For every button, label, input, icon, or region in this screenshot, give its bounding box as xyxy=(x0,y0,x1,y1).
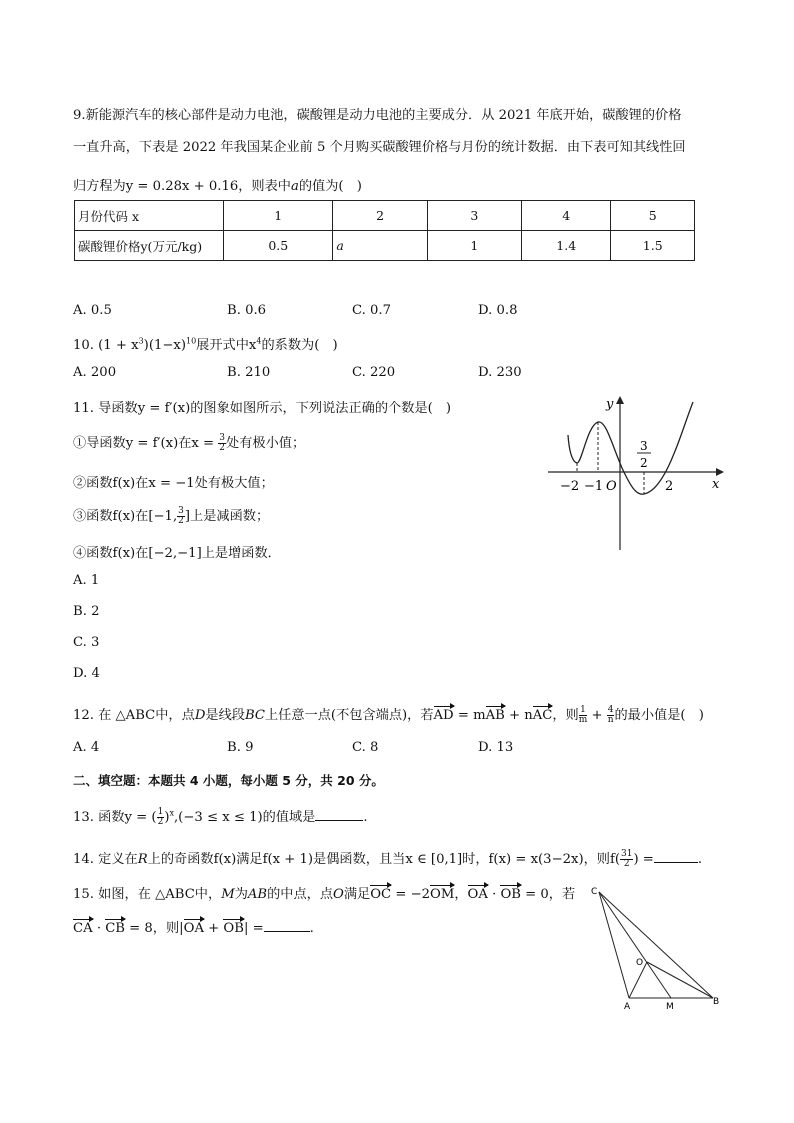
tick-label-2: 2 xyxy=(665,479,674,494)
table-header-price: 碳酸锂价格y(万元/kg) xyxy=(75,231,224,261)
q9-data-table xyxy=(74,200,695,261)
table-row xyxy=(75,231,695,261)
q9-line-1: 9.新能源汽车的核心部件是动力电池，碳酸锂是动力电池的主要成分．从 2021 年底开始，碳酸锂的价格 xyxy=(73,108,682,123)
point-label-O: O xyxy=(636,958,644,968)
table-cell: 2 xyxy=(333,201,427,231)
segment-CA xyxy=(599,892,629,998)
origin-label: O xyxy=(606,479,617,494)
x-axis-label: x xyxy=(712,477,720,492)
answer-blank[interactable] xyxy=(654,850,698,863)
q11-statement-2: ②函数f(x)在x = −1处有极大值； xyxy=(73,476,274,491)
table-cell: a xyxy=(333,231,427,261)
q11-option-a: A. 1 xyxy=(73,573,100,588)
table-cell: 5 xyxy=(611,201,695,231)
table-cell: 1.4 xyxy=(522,231,611,261)
q14-stem: 14. 定义在R上的奇函数f(x)满足f(x + 1)是偶函数，且当x ∈ [0,1]时，f(x) = x(3−2x)，则f( $\frac{31}{2}$ ) = . xyxy=(73,849,703,869)
q10-option-c: C. 220 xyxy=(352,365,396,380)
answer-blank[interactable] xyxy=(264,919,310,932)
y-axis-arrow xyxy=(616,396,624,404)
q15-stem-line-2: CA · CB = 8，则|OA + OB| = . xyxy=(73,921,314,936)
answer-blank[interactable] xyxy=(315,808,363,821)
y-axis-label: y xyxy=(606,397,614,412)
table-cell: 1 xyxy=(224,201,333,231)
table-cell: 0.5 xyxy=(224,231,333,261)
point-label-C: C xyxy=(591,887,598,897)
section-heading-fill-in: 二、填空题：本题共 4 小题，每小题 5 分，共 20 分。 xyxy=(73,773,384,788)
q10-option-d: D. 230 xyxy=(478,365,522,380)
q9-option-a: A. 0.5 xyxy=(73,303,112,318)
tick-label-minus-2: −2 xyxy=(560,479,580,494)
derivative-graph xyxy=(540,390,730,555)
regression-equation: y = 0.28x + 0.16 xyxy=(125,179,239,194)
q13-stem: 13. 函数y = ( $\frac{1}{2}$ )$^x$,(−3 ≤ x ≤ 1)的值域是 . xyxy=(73,807,368,827)
q11-statement-3: ③函数f(x)在[−1, $\frac{3}{2}$ ]上是减函数； xyxy=(73,506,270,526)
table-cell: 4 xyxy=(522,201,611,231)
q11-statement-4: ④函数f(x)在[−2,−1]上是增函数． xyxy=(73,546,281,561)
q11-statement-1: ①导函数y = f′(x)在x = $\frac{3}{2}$ 处有极小值； xyxy=(73,433,306,453)
q12-option-c: C. 8 xyxy=(352,740,379,755)
table-header-month: 月份代码 x xyxy=(75,201,224,231)
q9-line-2: 一直升高，下表是 2022 年我国某企业前 5 个月购买碳酸锂价格与月份的统计数据．由下表可知其线性回 xyxy=(73,140,686,155)
table-cell: 3 xyxy=(427,201,521,231)
frac-numerator: 3 xyxy=(640,439,648,453)
x-axis-arrow xyxy=(716,468,724,476)
q12-option-a: A. 4 xyxy=(73,740,100,755)
q11-option-c: C. 3 xyxy=(73,635,100,650)
q9-option-d: D. 0.8 xyxy=(478,303,518,318)
tick-label-minus-1: −1 xyxy=(584,479,604,494)
table-row xyxy=(75,201,695,231)
q9-line-3: 归方程为y = 0.28x + 0.16，则表中a的值为( ) xyxy=(73,179,362,194)
point-label-A: A xyxy=(624,1002,631,1012)
q9-option-c: C. 0.7 xyxy=(352,303,391,318)
q9-option-b: B. 0.6 xyxy=(227,303,267,318)
q10-stem: 10. $(1 + x^3)(1-x)^{10}$展开式中$x^4$的系数为( ) xyxy=(73,336,338,353)
segment-CM xyxy=(599,892,671,998)
q12-option-d: D. 13 xyxy=(478,740,514,755)
q11-stem: 11. 导函数y = f′(x)的图象如图所示，下列说法正确的个数是( ) xyxy=(73,401,452,416)
segment-CB xyxy=(599,892,713,998)
q10-option-a: A. 200 xyxy=(73,365,117,380)
point-label-M: M xyxy=(666,1002,674,1012)
q11-option-d: D. 4 xyxy=(73,666,100,681)
table-cell: 1 xyxy=(427,231,521,261)
q11-option-b: B. 2 xyxy=(73,604,100,619)
triangle-figure xyxy=(585,882,725,1012)
q15-stem-line-1: 15. 如图，在 △ABC中，M为AB的中点，点O满足OC = −2OM，OA · OB = 0，若 xyxy=(73,887,576,902)
frac-denominator: 2 xyxy=(640,456,648,470)
point-label-B: B xyxy=(713,997,720,1007)
q12-option-b: B. 9 xyxy=(227,740,254,755)
q12-stem: 12. 在 △ABC中，点D是线段BC上任意一点(不包含端点)，若AD = mAB + nAC，则 $\frac{1}{m}$ + $\frac{4}{n}$ 的最小值是( ) xyxy=(73,705,704,725)
table-cell: 1.5 xyxy=(611,231,695,261)
q10-option-b: B. 210 xyxy=(227,365,271,380)
